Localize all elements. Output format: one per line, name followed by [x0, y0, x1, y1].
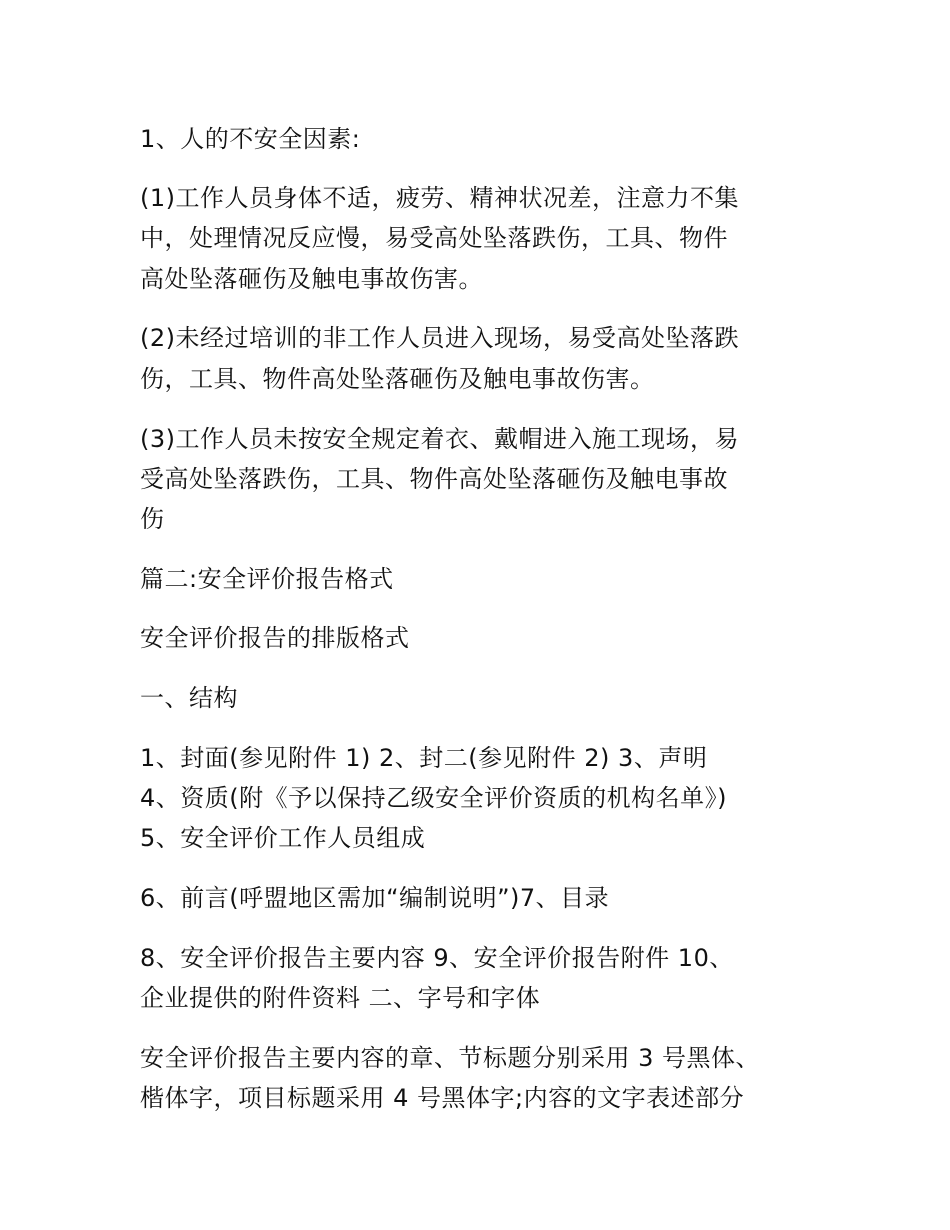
text-line: 企业提供的附件资料 二、字号和字体: [140, 984, 541, 1012]
text-line: 5、安全评价工作人员组成: [140, 824, 426, 852]
text-line: 受高处坠落跌伤，工具、物件高处坠落砸伤及触电事故: [140, 465, 728, 493]
text-line: 伤，工具、物件高处坠落砸伤及触电事故伤害。: [140, 365, 655, 393]
text-line: 一、结构: [140, 684, 238, 712]
text-line: 安全评价报告的排版格式: [140, 624, 410, 652]
text-line: 伤: [140, 505, 165, 533]
text-line: (3)工作人员未按安全规定着衣、戴帽进入施工现场，易: [140, 425, 739, 453]
text-line: 4、资质(附《予以保持乙级安全评价资质的机构名单》): [140, 784, 727, 812]
text-line: 中，处理情况反应慢，易受高处坠落跌伤，工具、物件: [140, 224, 728, 252]
text-line: 楷体字，项目标题采用 4 号黑体字;内容的文字表述部分: [140, 1084, 745, 1112]
text-line: 1、封面(参见附件 1) 2、封二(参见附件 2) 3、声明: [140, 744, 708, 772]
text-line: (1)工作人员身体不适，疲劳、精神状况差，注意力不集: [140, 184, 739, 212]
section-heading: 篇二:安全评价报告格式: [140, 565, 394, 593]
text-line: (2)未经过培训的非工作人员进入现场，易受高处坠落跌: [140, 324, 739, 352]
text-line: 1、人的不安全因素:: [140, 125, 361, 153]
text-line: 安全评价报告主要内容的章、节标题分别采用 3 号黑体、: [140, 1044, 761, 1072]
text-line: 8、安全评价报告主要内容 9、安全评价报告附件 10、: [140, 944, 734, 972]
text-line: 6、前言(呼盟地区需加“编制说明”)7、目录: [140, 884, 610, 912]
text-line: 高处坠落砸伤及触电事故伤害。: [140, 265, 483, 293]
